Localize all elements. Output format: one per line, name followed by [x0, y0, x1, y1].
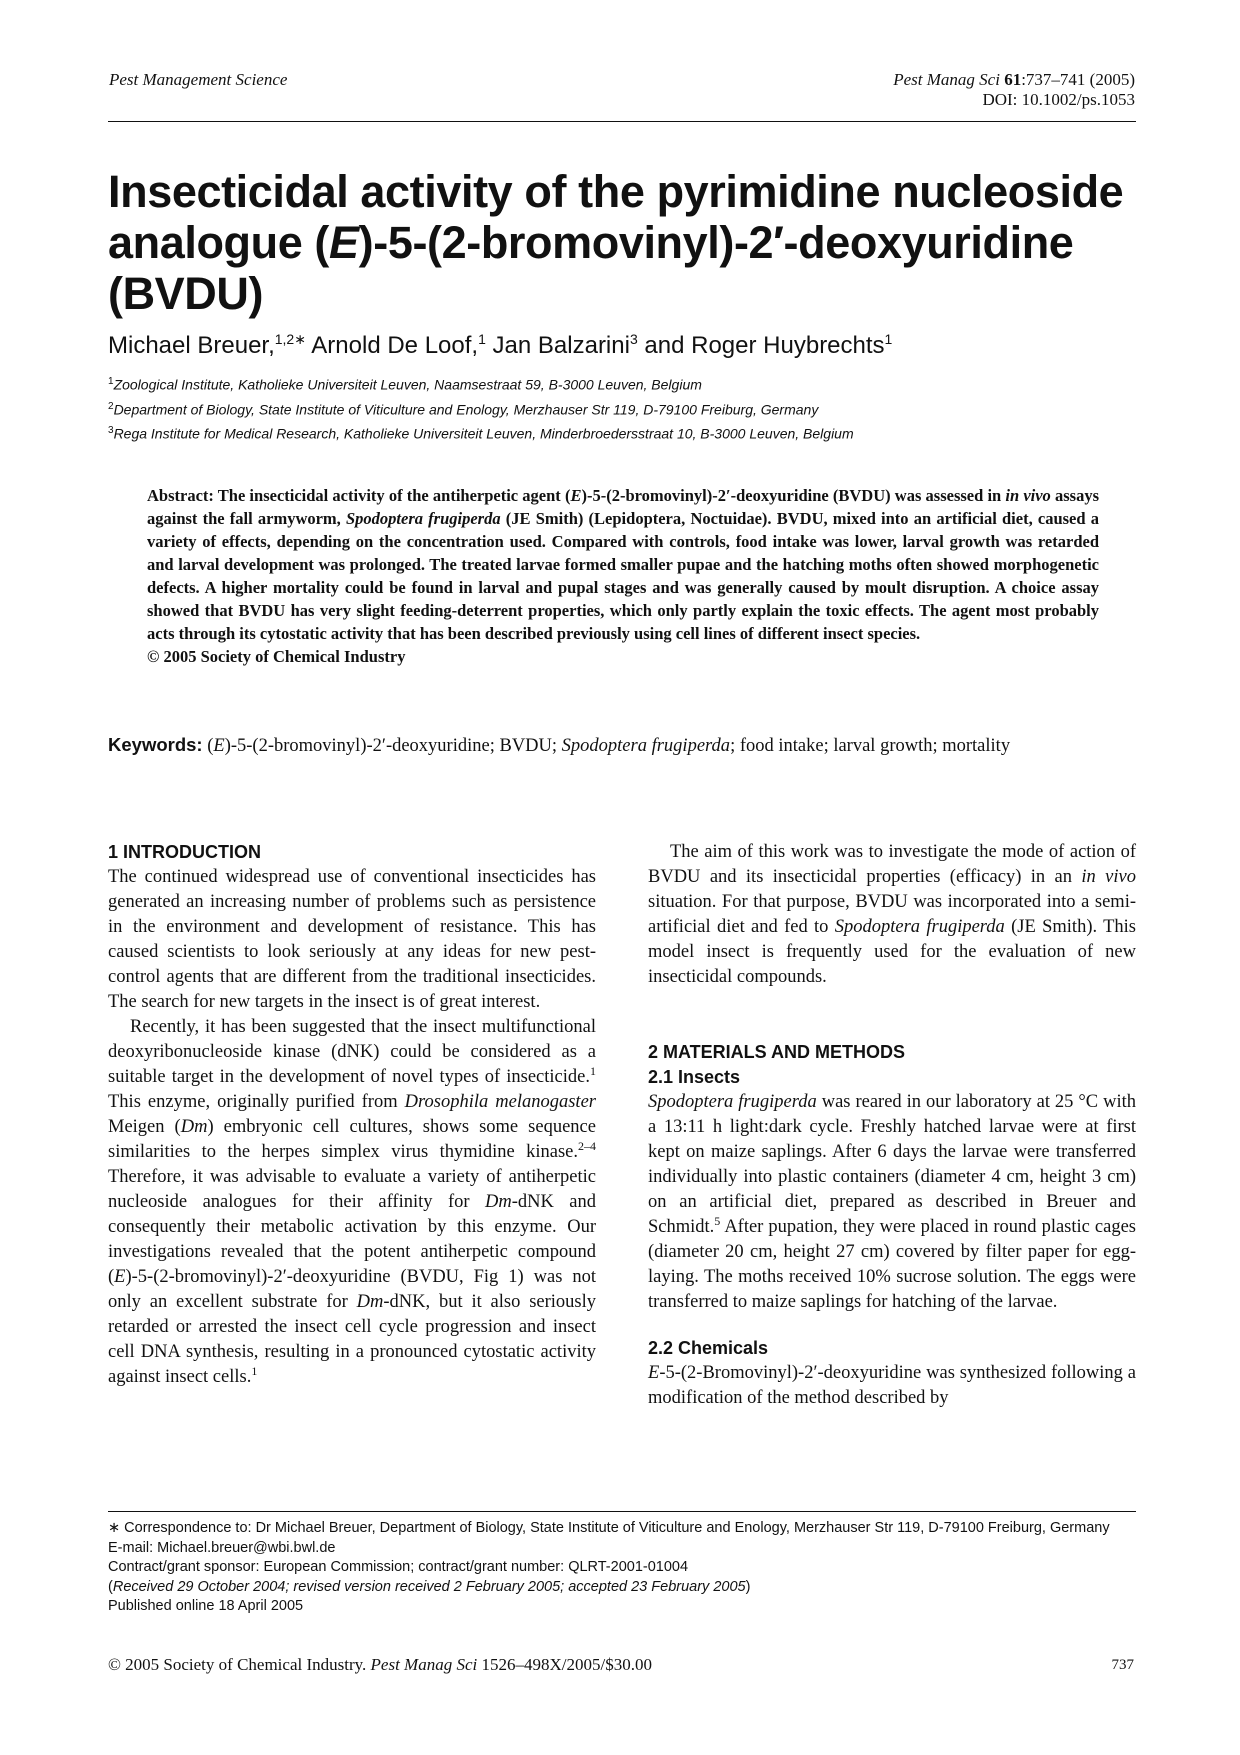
running-header-citation — [893, 70, 1135, 110]
affiliation-number: 2 — [108, 400, 114, 412]
keywords-text: )-5-(2-bromovinyl)-2′-deoxyuridine; BVDU; — [224, 736, 562, 756]
citation-journal: Pest Manag Sci — [893, 70, 1000, 89]
title-italic-e: E — [329, 217, 359, 268]
title-part-1: Insecticidal activity of the pyrimidine nucleoside analogue ( — [108, 166, 1124, 268]
author-breuer-affil: 1,2∗ — [274, 331, 306, 347]
affiliation-1 — [108, 371, 854, 396]
citation-ref: 1 — [251, 1363, 258, 1378]
paren: ) — [745, 1578, 751, 1595]
column-left — [108, 840, 596, 1390]
paragraph-text: This enzyme, originally purified from — [108, 1092, 405, 1112]
abbrev-italic: Dm — [484, 1192, 512, 1212]
paragraph-text: )-5-(2-bromovinyl)-2′-deoxyuridine (BVDU, Fig 1) was not only an excellent substrate for — [108, 1267, 596, 1312]
running-header-journal: Pest Management Science — [109, 70, 288, 89]
species-name: Spodoptera frugiperda — [648, 1092, 817, 1112]
footnote-rule — [108, 1511, 1136, 1512]
intro-paragraph-2 — [108, 1015, 596, 1390]
affiliations — [108, 371, 854, 445]
title-part-2: )-5-(2-bromovinyl)-2′-deoxyuridine (BVDU) — [108, 217, 1074, 319]
affiliation-3 — [108, 420, 854, 445]
paragraph-text: After pupation, they were placed in round plastic cages (diameter 20 cm, height 27 cm) covered by filter paper for egg-laying. The moths received 10% sucrose solution. The eggs were transferred to maize saplings for hatching of the larvae. — [648, 1217, 1136, 1312]
paragraph-text: (JE Smith). This model insect is frequently used for the evaluation of new insecticidal compounds. — [648, 917, 1136, 987]
paragraph-text: Therefore, it was advisable to evaluate a variety of antiherpetic nucleoside analogues for their affinity for — [108, 1167, 596, 1212]
doi: DOI: 10.1002/ps.1053 — [982, 90, 1135, 109]
species-name: Spodoptera frugiperda — [834, 917, 1005, 937]
subsection-heading-chemicals: 2.2 Chemicals — [648, 1338, 769, 1358]
footer-copyright — [108, 1655, 652, 1675]
keywords-species: Spodoptera frugiperda — [561, 736, 731, 756]
paragraph-text: -dNK and consequently their metabolic activation by this enzyme. Our investigations revealed that the potent antiherpetic compound ( — [108, 1192, 596, 1287]
keywords-italic: E — [213, 736, 225, 756]
paragraph-text: situation. For that purpose, BVDU was incorporated into a semi-artificial diet and fed to — [648, 892, 1136, 937]
abstract-text: (JE Smith) (Lepidoptera, Noctuidae). BVDU, mixed into an artificial diet, caused a variety of effects, depending on the concentration used. Compared with controls, food intake was lower, larval growth was retarded and larval development was prolonged. The treated larvae formed smaller pupae and the hatching moths often showed morphogenetic defects. A higher mortality could be found in larval and pupal stages and was generally caused by moult disruption. A choice assay showed that BVDU has very slight feeding-deterrent properties, which only partly explain the toxic effects. The agent most probably acts through its cytostatic activity that has been described previously using cell lines of different insect species. — [147, 509, 1099, 643]
author-balzarini: Jan Balzarini — [485, 332, 630, 359]
abstract-text: )-5-(2-bromovinyl)-2′-deoxyuridine (BVDU) was assessed in — [581, 486, 1006, 505]
abstract-italic: in vivo — [1005, 486, 1051, 505]
abstract — [147, 484, 1099, 668]
chemicals-paragraph — [648, 1361, 1136, 1411]
page-number: 737 — [1111, 1657, 1134, 1673]
intro-paragraph-3 — [648, 840, 1136, 990]
paragraph-text: The aim of this work was to investigate the mode of action of BVDU and its insecticidal properties (efficacy) in an — [648, 842, 1136, 887]
affiliation-text: Department of Biology, State Institute of Viticulture and Enology, Merzhauser Str 119, D-79100 Freiburg, Germany — [113, 401, 819, 418]
affiliation-2 — [108, 396, 854, 421]
paragraph-italic: in vivo — [1081, 867, 1136, 887]
footnotes — [108, 1519, 1138, 1617]
paragraph-text: -5-(2-Bromovinyl)-2′-deoxyuridine was synthesized following a modification of the method described by — [648, 1363, 1136, 1408]
abstract-text: Abstract: The insecticidal activity of the antiherpetic agent ( — [147, 486, 571, 505]
citation-ref: 5 — [714, 1213, 721, 1228]
keywords-label: Keywords: — [108, 734, 203, 755]
author-huybrechts: and Roger Huybrechts — [637, 332, 885, 359]
citation-ref: 1 — [590, 1063, 596, 1078]
author-balzarini-affil: 3 — [629, 331, 638, 347]
paragraph-text: ) embryonic cell cultures, shows some sequence similarities to the herpes simplex virus thymidine kinase. — [108, 1117, 596, 1162]
header-rule — [108, 121, 1136, 122]
author-de-loof-affil: 1 — [478, 331, 486, 347]
column-right — [648, 840, 1136, 1411]
insects-paragraph — [648, 1090, 1136, 1315]
article-title — [108, 166, 1138, 319]
keywords — [108, 732, 1136, 759]
author-huybrechts-affil: 1 — [884, 331, 893, 347]
received-dates — [108, 1578, 1138, 1598]
paren: ( — [108, 1578, 113, 1595]
email-link[interactable]: E-mail: Michael.breuer@wbi.bwl.de — [108, 1539, 336, 1556]
citation-pages: :737–741 (2005) — [1021, 70, 1135, 89]
abbrev-italic: E — [648, 1363, 660, 1383]
paragraph-text: was reared in our laboratory at 25 °C with a 13:11 h light:dark cycle. Freshly hatched larvae were at first kept on maize saplings. After 6 days the larvae were transferred individually into plastic containers (diameter 4 cm, height 3 cm) on an artificial diet, prepared as described in Breuer and Schmidt. — [648, 1092, 1136, 1237]
published-online: Published online 18 April 2005 — [108, 1598, 304, 1614]
affiliation-text: Zoological Institute, Katholieke Universiteit Leuven, Naamsestraat 59, B-3000 Leuven, Belgium — [113, 376, 702, 393]
keywords-text: ( — [202, 736, 214, 756]
footer-copyright-text: © 2005 Society of Chemical Industry. — [108, 1655, 371, 1674]
abbrev-italic: Dm — [180, 1117, 208, 1137]
author-list — [108, 331, 892, 360]
abstract-copyright: © 2005 Society of Chemical Industry — [147, 647, 406, 666]
footer-issn: 1526–498X/2005/$30.00 — [477, 1655, 652, 1674]
received-text: Received 29 October 2004; revised version received 2 February 2005; accepted 23 February 2005 — [112, 1578, 746, 1595]
paragraph-text: -dNK, but it also seriously retarded or arrested the insect cell cycle progression and insect cell DNA synthesis, resulting in a pronounced cytostatic activity against insect cells. — [108, 1292, 596, 1387]
species-name: Drosophila melanogaster — [404, 1092, 596, 1112]
affiliation-number: 3 — [108, 425, 114, 437]
section-heading-methods: 2 MATERIALS AND METHODS — [648, 1042, 906, 1062]
paragraph-text: Recently, it has been suggested that the insect multifunctional deoxyribonucleoside kinase (dNK) could be considered as a suitable target in the development of novel types of insecticide. — [108, 1017, 596, 1087]
abstract-italic: E — [570, 486, 582, 505]
footer-journal: Pest Manag Sci — [370, 1655, 478, 1674]
citation-volume: 61 — [1004, 70, 1022, 89]
keywords-text: ; food intake; larval growth; mortality — [730, 736, 1011, 756]
citation-ref: 2–4 — [578, 1138, 596, 1153]
paragraph-text: Meigen ( — [108, 1117, 181, 1137]
abstract-species: Spodoptera frugiperda — [345, 509, 501, 528]
abstract-text: assays against the fall armyworm, — [147, 486, 1099, 528]
author-breuer: Michael Breuer, — [108, 332, 275, 359]
section-heading-introduction: 1 INTRODUCTION — [108, 842, 261, 862]
paragraph-text: The continued widespread use of conventional insecticides has generated an increasing number of problems such as persistence in the environment and development of resistance. This has caused scientists to look seriously at any ideas for new pest-control agents that are different from the traditional insecticides. The search for new targets in the insect is of great interest. — [108, 867, 596, 1012]
affiliation-number: 1 — [108, 376, 114, 387]
affiliation-text: Rega Institute for Medical Research, Katholieke Universiteit Leuven, Minderbroedersstraat 10, B-3000 Leuven, Belgium — [113, 425, 854, 442]
author-de-loof: Arnold De Loof, — [305, 332, 479, 359]
subsection-heading-insects: 2.1 Insects — [648, 1067, 741, 1087]
abbrev-italic: Dm — [356, 1292, 384, 1312]
grant-note: Contract/grant sponsor: European Commission; contract/grant number: QLRT-2001-01004 — [108, 1559, 689, 1575]
intro-paragraph-1 — [108, 865, 596, 1015]
abbrev-italic: E — [114, 1267, 126, 1287]
correspondence-note: ∗ Correspondence to: Dr Michael Breuer, Department of Biology, State Institute of Viticulture and Enology, Merzhauser Str 119, D-79100 Freiburg, Germany — [108, 1520, 1110, 1536]
